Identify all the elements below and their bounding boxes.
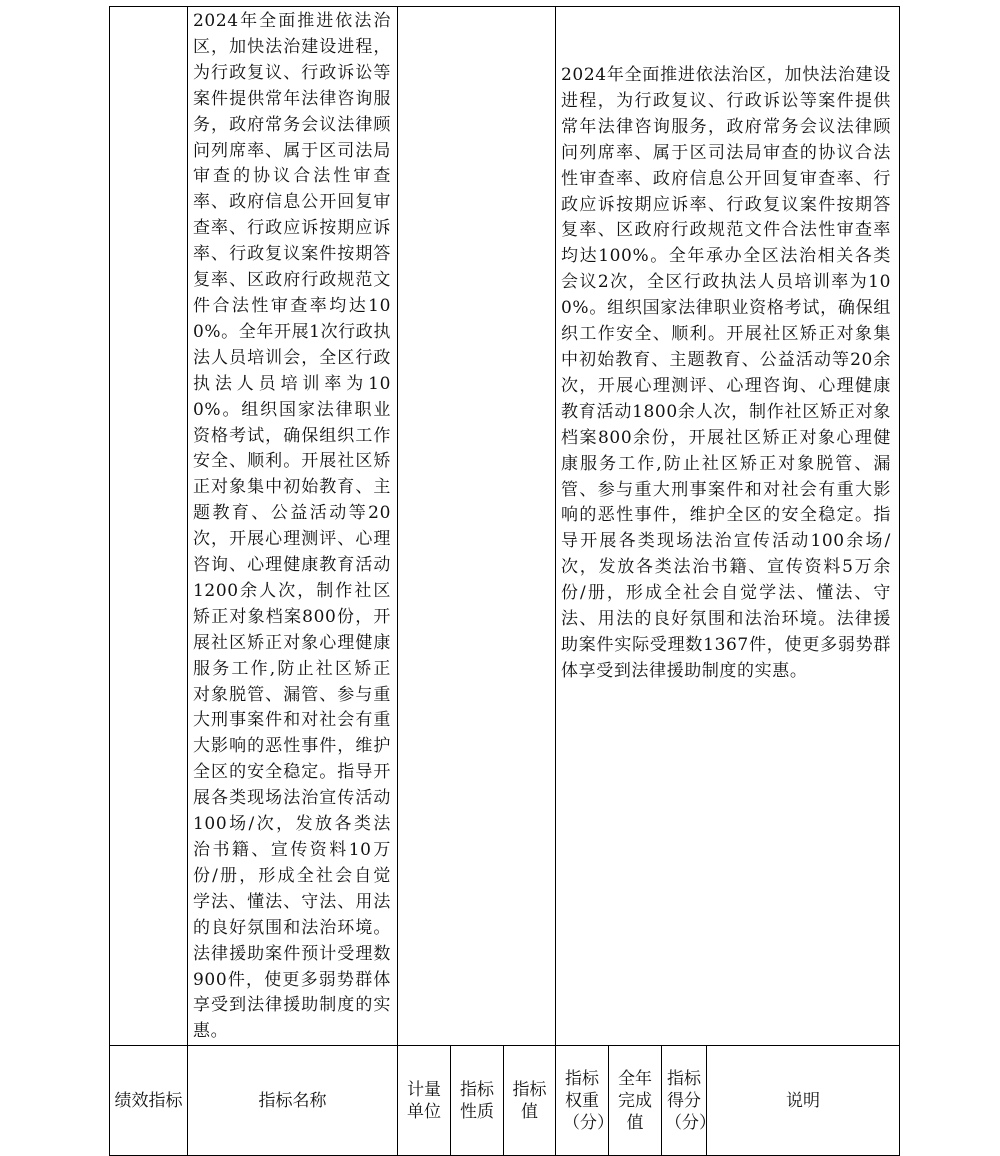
weight-cell [556,1046,615,1156]
score-label: 指标得分（分） [665,1068,717,1133]
score-cell [662,1046,717,1156]
weight-label: 指标权重（分） [563,1068,615,1133]
completion-cell [609,1046,662,1156]
remarks-cell [707,1046,900,1156]
blank-cell [398,7,556,1046]
value-label: 指标值 [512,1079,547,1122]
performance-table [109,6,900,1156]
indicator-name-label: 指标名称 [258,1090,327,1111]
unit-label: 计量单位 [407,1079,441,1122]
unit-cell [398,1046,451,1156]
completion-label: 全年完成值 [618,1068,653,1133]
performance-indicator-label: 绩效指标 [114,1090,183,1111]
indicator-header-row [110,1046,900,1156]
actual-completion-text: 2024年全面推进依法治区，加快法治建设进程，为行政复议、行政诉讼等案件提供常年法律咨询服务，政府常务会议法律顾问列席率、属于区司法局审查的协议合法性审查率、政府信息公开回复审查率、行政应诉按期应诉率、行政复议案件按期答复率、区政府行政规范文件合法性审查率均达100%。全年承办全区法治相关各类会议2次，全区行政执法人员培训率为100%。组织国家法律职业资格考试，确保组织工作安全、顺利。开展社区矫正对象集中初始教育、主题教育、公益活动等20余次，开展心理测评、心理咨询、心理健康教育活动1800余人次，制作社区矫正对象档案800余份，开展社区矫正对象心理健康服务工作,防止社区矫正对象脱管、漏管、参与重大刑事案件和对社会有重大影响的恶性事件，维护全区的安全稳定。指导开展各类现场法治宣传活动100余场/次，发放各类法治书籍、宣传资料5万余份/册，形成全社会自觉学法、懂法、守法、用法的良好氛围和法治环境。法律援助案件实际受理数1367件，使更多弱势群体享受到法律援助制度的实惠。 [561,65,892,681]
annual-target-cell [188,7,398,1046]
target-row [110,7,900,1046]
performance-indicator-cell [110,1046,188,1156]
blank-label-cell [110,7,188,1046]
nature-cell [451,1046,504,1156]
indicator-name-cell [188,1046,398,1156]
nature-label: 指标性质 [460,1079,494,1122]
value-cell [504,1046,556,1156]
actual-completion-cell [556,7,900,1046]
remarks-label: 说明 [786,1090,821,1111]
annual-target-text: 2024年全面推进依法治区，加快法治建设进程，为行政复议、行政诉讼等案件提供常年法律咨询服务，政府常务会议法律顾问列席率、属于区司法局审查的协议合法性审查率、政府信息公开回复审查率、行政应诉按期应诉率、行政复议案件按期答复率、区政府行政规范文件合法性审查率均达100%。全年开展1次行政执法人员培训会，全区行政执法人员培训率为100%。组织国家法律职业资格考试，确保组织工作安全、顺利。开展社区矫正对象集中初始教育、主题教育、公益活动等20次，开展心理测评、心理咨询、心理健康教育活动1200余人次，制作社区矫正对象档案800份，开展社区矫正对象心理健康服务工作,防止社区矫正对象脱管、漏管、参与重大刑事案件和对社会有重大影响的恶性事件，维护全区的安全稳定。指导开展各类现场法治宣传活动100场/次，发放各类法治书籍、宣传资料10万份/册，形成全社会自觉学法、懂法、守法、用法的良好氛围和法治环境。法律援助案件预计受理数900件，使更多弱势群体享受到法律援助制度的实惠。 [193,11,391,1042]
